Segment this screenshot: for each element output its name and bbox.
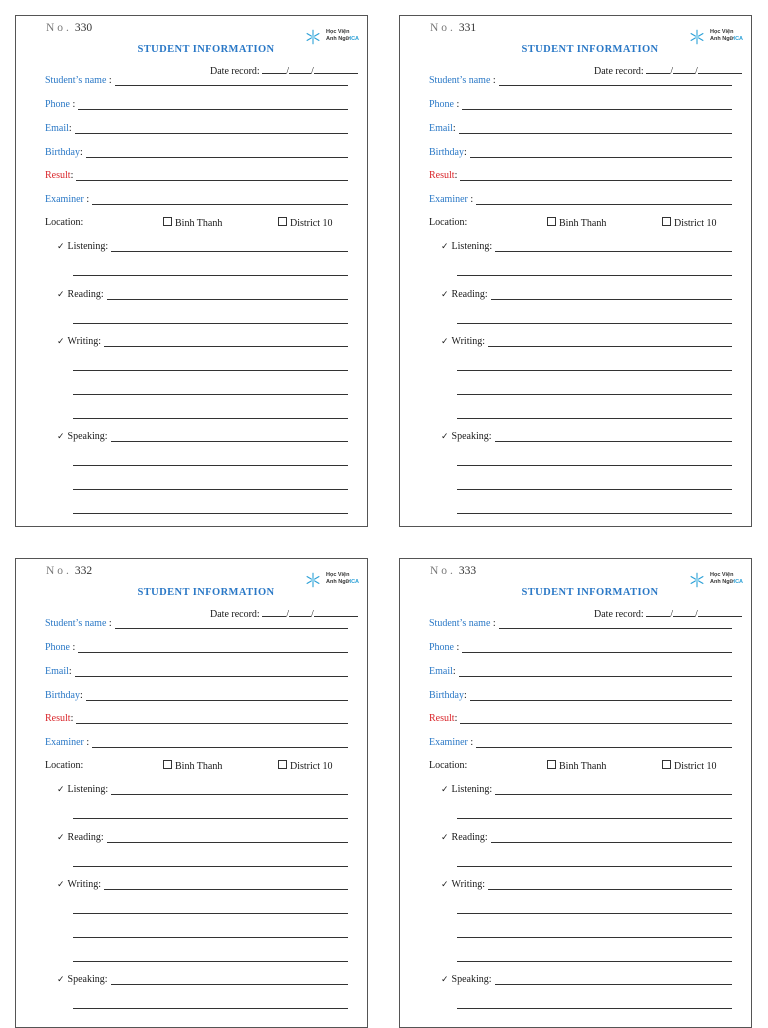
binh-thanh-checkbox[interactable]: Binh Thanh xyxy=(547,217,606,229)
result-field[interactable]: Result : xyxy=(45,170,348,181)
answer-line[interactable] xyxy=(73,913,348,914)
answer-line[interactable] xyxy=(457,937,732,938)
examiner-field[interactable]: Examiner : xyxy=(45,194,348,205)
answer-line[interactable] xyxy=(73,961,348,962)
binh-thanh-checkbox[interactable]: Binh Thanh xyxy=(163,217,222,229)
check-icon: ✓ xyxy=(57,833,65,843)
district-10-checkbox[interactable]: District 10 xyxy=(662,760,717,772)
check-icon: ✓ xyxy=(441,290,449,300)
reading-field[interactable]: ✓ Reading : xyxy=(441,289,732,300)
card-number: No. 332 xyxy=(46,565,93,577)
check-icon: ✓ xyxy=(441,432,449,442)
answer-line[interactable] xyxy=(73,866,348,867)
answer-line[interactable] xyxy=(457,489,732,490)
email-field[interactable]: Email : xyxy=(45,123,348,134)
answer-line[interactable] xyxy=(73,418,348,419)
answer-line[interactable] xyxy=(457,961,732,962)
phone-field[interactable]: Phone : xyxy=(45,99,348,110)
card-number: No. 330 xyxy=(46,22,93,34)
check-icon: ✓ xyxy=(441,975,449,985)
answer-line[interactable] xyxy=(73,513,348,514)
check-icon: ✓ xyxy=(441,242,449,252)
check-icon: ✓ xyxy=(57,337,65,347)
ica-logo: Học Viện Anh NgữICA xyxy=(688,569,748,593)
student-card-333: No. 333 Học Viện Anh NgữICA STUDENT INFORMATION Date record: / / Student’s name : Phone : Email : Birthday : Result : Examiner : Location: Binh Thanh District 10 ✓ Listening : ✓ Reading : ✓ Writing : ✓ Speaking : xyxy=(399,558,752,1028)
answer-line[interactable] xyxy=(73,937,348,938)
birthday-field[interactable]: Birthday : xyxy=(45,690,348,701)
student-card-330: No. 330 Học Viện Anh NgữICA STUDENT INFORMATION Date record: / / Student’s name : Phone : Email : Birthday : Result : Examiner : Location: Binh Thanh District 10 ✓ Listening : ✓ Reading : ✓ Writing : ✓ Speaking : xyxy=(15,15,368,527)
district-10-checkbox[interactable]: District 10 xyxy=(278,217,333,229)
speaking-field[interactable]: ✓ Speaking : xyxy=(57,431,348,442)
answer-line[interactable] xyxy=(73,1008,348,1009)
writing-field[interactable]: ✓ Writing : xyxy=(57,336,348,347)
answer-line[interactable] xyxy=(457,818,732,819)
answer-line[interactable] xyxy=(457,370,732,371)
district-10-checkbox[interactable]: District 10 xyxy=(278,760,333,772)
answer-line[interactable] xyxy=(457,394,732,395)
speaking-field[interactable]: ✓ Speaking : xyxy=(441,974,732,985)
answer-line[interactable] xyxy=(457,275,732,276)
speaking-field[interactable]: ✓ Speaking : xyxy=(57,974,348,985)
check-icon: ✓ xyxy=(57,242,65,252)
check-icon: ✓ xyxy=(441,880,449,890)
card-number: No. 331 xyxy=(430,22,477,34)
answer-line[interactable] xyxy=(457,465,732,466)
check-icon: ✓ xyxy=(441,833,449,843)
result-field[interactable]: Result : xyxy=(429,170,732,181)
check-icon: ✓ xyxy=(57,880,65,890)
answer-line[interactable] xyxy=(457,513,732,514)
listening-field[interactable]: ✓ Listening : xyxy=(57,784,348,795)
student-name-field[interactable]: Student’s name : xyxy=(429,75,732,86)
answer-line[interactable] xyxy=(457,418,732,419)
date-record: Date record: / / xyxy=(210,607,358,620)
birthday-field[interactable]: Birthday : xyxy=(429,147,732,158)
date-record: Date record: / / xyxy=(594,607,742,620)
phone-field[interactable]: Phone : xyxy=(429,642,732,653)
email-field[interactable]: Email : xyxy=(429,123,732,134)
answer-line[interactable] xyxy=(457,323,732,324)
ica-logo: Học Viện Anh NgữICA xyxy=(304,569,364,593)
examiner-field[interactable]: Examiner : xyxy=(429,194,732,205)
student-card-332: No. 332 Học Viện Anh NgữICA STUDENT INFORMATION Date record: / / Student’s name : Phone : Email : Birthday : Result : Examiner : Location: Binh Thanh District 10 ✓ Listening : ✓ Reading : ✓ Writing : ✓ Speaking : xyxy=(15,558,368,1028)
listening-field[interactable]: ✓ Listening : xyxy=(57,241,348,252)
examiner-field[interactable]: Examiner : xyxy=(45,737,348,748)
answer-line[interactable] xyxy=(73,370,348,371)
date-record: Date record: / / xyxy=(594,64,742,77)
phone-field[interactable]: Phone : xyxy=(45,642,348,653)
writing-field[interactable]: ✓ Writing : xyxy=(57,879,348,890)
check-icon: ✓ xyxy=(57,975,65,985)
student-name-field[interactable]: Student’s name : xyxy=(45,75,348,86)
writing-field[interactable]: ✓ Writing : xyxy=(441,336,732,347)
check-icon: ✓ xyxy=(441,337,449,347)
result-field[interactable]: Result : xyxy=(429,713,732,724)
answer-line[interactable] xyxy=(73,323,348,324)
answer-line[interactable] xyxy=(73,275,348,276)
binh-thanh-checkbox[interactable]: Binh Thanh xyxy=(163,760,222,772)
birthday-field[interactable]: Birthday : xyxy=(45,147,348,158)
answer-line[interactable] xyxy=(457,1008,732,1009)
binh-thanh-checkbox[interactable]: Binh Thanh xyxy=(547,760,606,772)
check-icon: ✓ xyxy=(57,785,65,795)
student-name-field[interactable]: Student’s name : xyxy=(45,618,348,629)
ica-logo: Học Viện Anh NgữICA xyxy=(688,26,748,50)
card-title: STUDENT INFORMATION xyxy=(521,44,659,55)
answer-line[interactable] xyxy=(73,394,348,395)
check-icon: ✓ xyxy=(57,432,65,442)
student-card-331: No. 331 Học Viện Anh NgữICA STUDENT INFORMATION Date record: / / Student’s name : Phone : Email : Birthday : Result : Examiner : Location: Binh Thanh District 10 ✓ Listening : ✓ Reading : ✓ Writing : ✓ Speaking : xyxy=(399,15,752,527)
answer-line[interactable] xyxy=(73,489,348,490)
check-icon: ✓ xyxy=(441,785,449,795)
card-title: STUDENT INFORMATION xyxy=(137,587,275,598)
answer-line[interactable] xyxy=(73,465,348,466)
card-title: STUDENT INFORMATION xyxy=(521,587,659,598)
phone-field[interactable]: Phone : xyxy=(429,99,732,110)
ica-logo: Học Viện Anh NgữICA xyxy=(304,26,364,50)
examiner-field[interactable]: Examiner : xyxy=(429,737,732,748)
check-icon: ✓ xyxy=(57,290,65,300)
writing-field[interactable]: ✓ Writing : xyxy=(441,879,732,890)
answer-line[interactable] xyxy=(457,866,732,867)
answer-line[interactable] xyxy=(73,818,348,819)
reading-field[interactable]: ✓ Reading : xyxy=(441,832,732,843)
birthday-field[interactable]: Birthday : xyxy=(429,690,732,701)
reading-field[interactable]: ✓ Reading : xyxy=(57,832,348,843)
card-title: STUDENT INFORMATION xyxy=(137,44,275,55)
district-10-checkbox[interactable]: District 10 xyxy=(662,217,717,229)
email-field[interactable]: Email : xyxy=(45,666,348,677)
date-record: Date record: / / xyxy=(210,64,358,77)
student-name-field[interactable]: Student’s name : xyxy=(429,618,732,629)
speaking-field[interactable]: ✓ Speaking : xyxy=(441,431,732,442)
email-field[interactable]: Email : xyxy=(429,666,732,677)
card-number: No. 333 xyxy=(430,565,477,577)
listening-field[interactable]: ✓ Listening : xyxy=(441,241,732,252)
reading-field[interactable]: ✓ Reading : xyxy=(57,289,348,300)
listening-field[interactable]: ✓ Listening : xyxy=(441,784,732,795)
answer-line[interactable] xyxy=(457,913,732,914)
result-field[interactable]: Result : xyxy=(45,713,348,724)
